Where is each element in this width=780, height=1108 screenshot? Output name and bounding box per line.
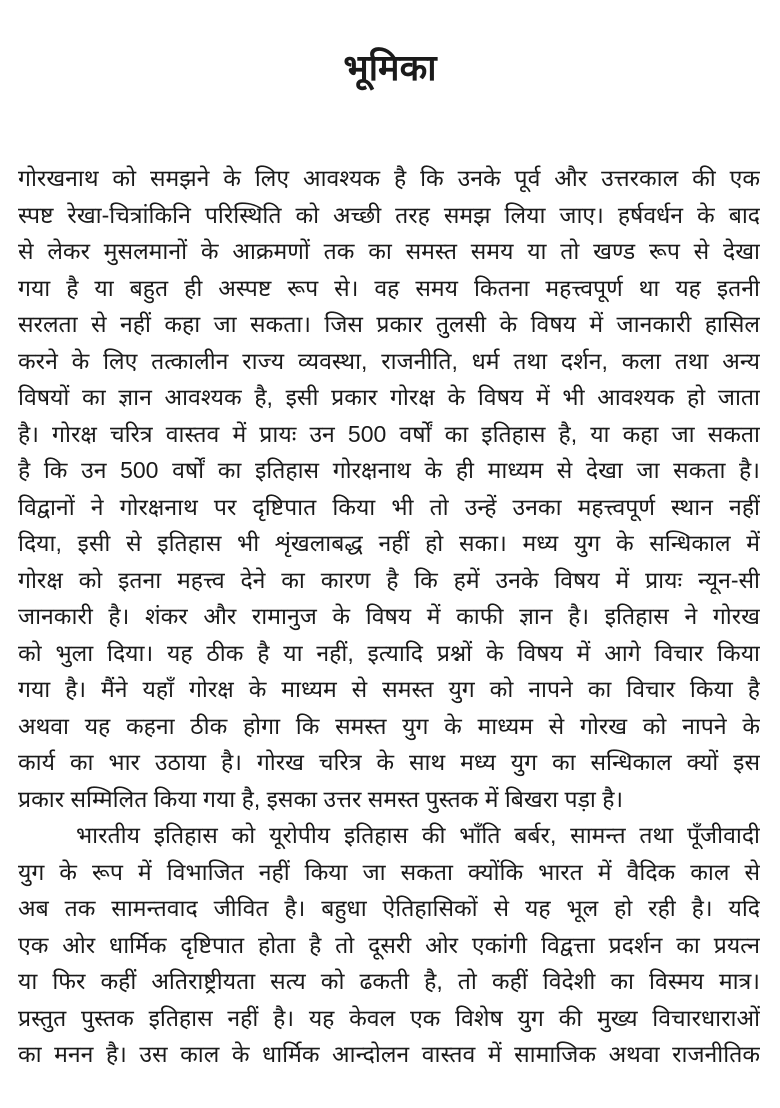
text-line: करने के लिए तत्कालीन राज्य व्यवस्था, राजनीति, धर्म तथा दर्शन, कला तथा अन्य [18, 347, 760, 374]
text-line: का मनन है। उस काल के धार्मिक आन्दोलन वास्तव में सामाजिक अथवा राजनीतिक [18, 1041, 760, 1067]
text-line: स्पष्ट रेखा-चित्रांकिनि परिस्थिति को अच्छी तरह समझ लिया जाए। हर्षवर्धन के बाद [18, 201, 760, 228]
text-line: गया है। मैंने यहाँ गोरक्ष के माध्यम से समस्त युग को नापने का विचार किया है [18, 676, 760, 702]
text-line: दिया, इसी से इतिहास भी शृंखलाबद्ध नहीं हो सका। मध्य युग के सन्धिकाल में [18, 530, 760, 556]
text-line: है कि उन 500 वर्षों का इतिहास गोरक्षनाथ के ही माध्यम से देखा जा सकता है। [18, 457, 760, 483]
text-line: गया है या बहुत ही अस्पष्ट रूप से। वह समय कितना महत्त्वपूर्ण था यह इतनी [18, 274, 760, 301]
text-line: सरलता से नहीं कहा जा सकता। जिस प्रकार तुलसी के विषय में जानकारी हासिल [18, 311, 760, 337]
text-line: अब तक सामन्तवाद जीवित है। बहुधा ऐतिहासिकों से यह भूल हो रही है। यदि [18, 895, 760, 921]
text-line: को भुला दिया। यह ठीक है या नहीं, इत्यादि प्रश्नों के विषय में आगे विचार किया [18, 639, 760, 666]
text-line: युग के रूप में विभाजित नहीं किया जा सकता क्योंकि भारत में वैदिक काल से [18, 858, 760, 885]
text-line: प्रस्तुत पुस्तक इतिहास नहीं है। यह केवल एक विशेष युग की मुख्य विचारधाराओं [18, 1004, 760, 1031]
text-line: जानकारी है। शंकर और रामानुज के विषय में काफी ज्ञान है। इतिहास ने गोरख [18, 603, 760, 629]
page-title: भूमिका [343, 47, 437, 88]
text-line: एक ओर धार्मिक दृष्टिपात होता है तो दूसरी ओर एकांगी विद्वत्ता प्रदर्शन का प्रयत्न [18, 931, 760, 958]
text-line: गोरखनाथ को समझने के लिए आवश्यक है कि उनके पूर्व और उत्तरकाल की एक [18, 165, 760, 191]
text-line: या फिर कहीं अतिराष्ट्रीयता सत्य को ढकती है, तो कहीं विदेशी का विस्मय मात्र। [18, 968, 760, 994]
text-line: भारतीय इतिहास को यूरोपीय इतिहास की भाँति बर्बर, सामन्त तथा पूँजीवादी [76, 822, 760, 848]
text-line: कार्य का भार उठाया है। गोरख चरित्र के साथ मध्य युग का सन्धिकाल क्यों इस [18, 749, 760, 775]
text-line: विद्वानों ने गोरक्षनाथ पर दृष्टिपात किया भी तो उन्हें उनका महत्त्वपूर्ण स्थान नहीं [18, 493, 760, 520]
text-line: है। गोरक्ष चरित्र वास्तव में प्रायः उन 500 वर्षों का इतिहास है, या कहा जा सकता [18, 420, 760, 447]
text-line: गोरक्ष को इतना महत्त्व देने का कारण है कि हमें उनके विषय में प्रायः न्यून-सी [18, 566, 760, 593]
body-text [18, 160, 760, 1073]
text-line: विषयों का ज्ञान आवश्यक है, इसी प्रकार गोरक्ष के विषय में भी आवश्यक हो जाता [18, 384, 760, 410]
text-line: प्रकार सम्मिलित किया गया है, इसका उत्तर समस्त पुस्तक में बिखरा पड़ा है। [18, 785, 624, 812]
text-line: से लेकर मुसलमानों के आक्रमणों तक का समस्त समय या तो खण्ड रूप से देखा [18, 238, 760, 264]
text-line: अथवा यह कहना ठीक होगा कि समस्त युग के माध्यम से गोरख को नापने के [18, 712, 760, 739]
